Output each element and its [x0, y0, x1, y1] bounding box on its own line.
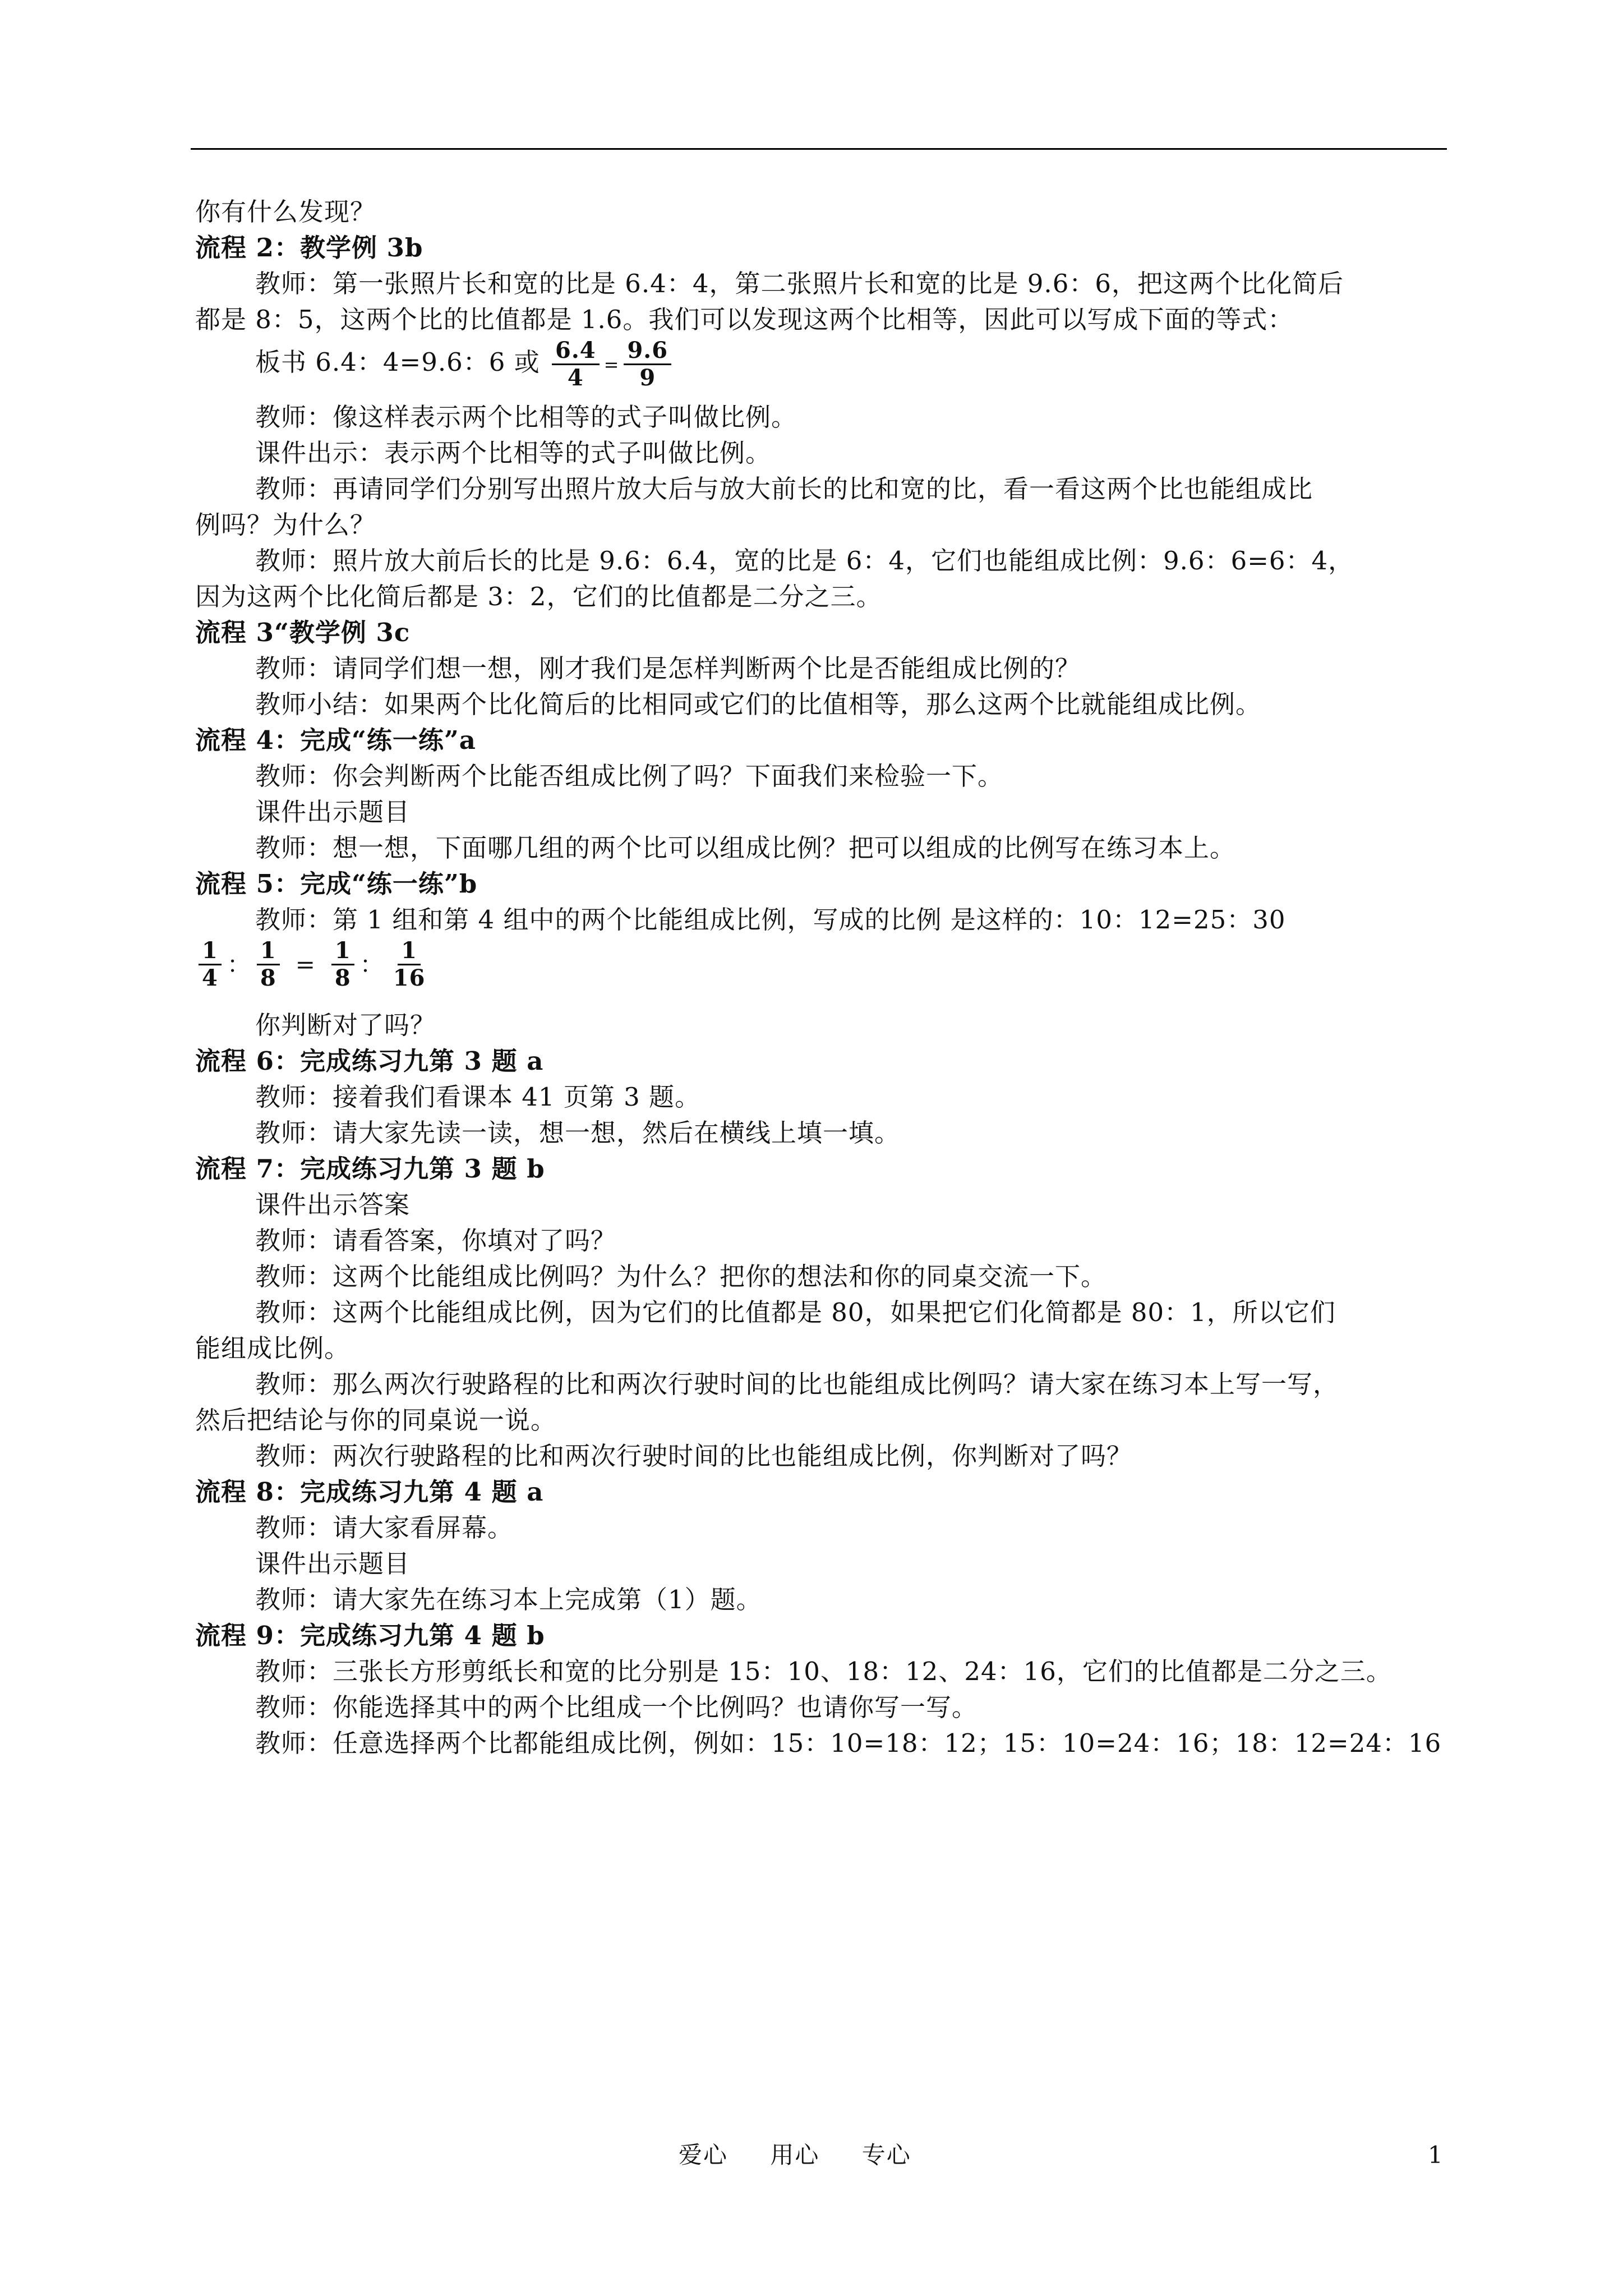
- fraction-1-16: $\frac{1}{16}$: [393, 937, 426, 991]
- section-heading: 流程 5：完成“练一练”b: [195, 869, 478, 899]
- text-line: 教师：这两个比能组成比例吗？为什么？把你的想法和你的同桌交流一下。: [255, 1262, 1107, 1291]
- text-line: 教师：请大家看屏幕。: [255, 1513, 514, 1543]
- fraction-6-4-over-4: $\frac{6.4}{4}$: [552, 338, 600, 391]
- section-heading: 流程 3“教学例 3c: [195, 618, 411, 647]
- text-line: 教师：你能选择其中的两个比组成一个比例吗？也请你写一写。: [255, 1692, 978, 1722]
- text-line: 教师：任意选择两个比都能组成比例，例如：15：10=18：12；15：10=24：16；18：12=24：16: [255, 1728, 1442, 1758]
- text-line: 教师：请大家先读一读，想一想，然后在横线上填一填。: [255, 1118, 901, 1148]
- text-block-2: [195, 399, 1451, 938]
- header-rule: [191, 148, 1447, 150]
- section-heading: 流程 8：完成练习九第 4 题 a: [195, 1477, 544, 1507]
- board-prefix: 板书 6.4：4=9.6：6 或: [255, 347, 540, 377]
- fraction-1-8-b: $\frac{1}{8}$: [331, 938, 354, 991]
- text-line: 教师：像这样表示两个比相等的式子叫做比例。: [255, 402, 797, 432]
- board-formula: [195, 338, 1451, 399]
- text-line: 教师：这两个比能组成比例，因为它们的比值都是 80，如果把它们化简都是 80：1，所以它们: [255, 1297, 1336, 1327]
- text-line: 教师：那么两次行驶路程的比和两次行驶时间的比也能组成比例吗？请大家在练习本上写一写，: [255, 1369, 1339, 1399]
- page-number: 1: [1428, 2141, 1443, 2169]
- text-line: 教师：你会判断两个比能否组成比例了吗？下面我们来检验一下。: [255, 761, 1004, 791]
- fraction-1-8: $\frac{1}{8}$: [257, 938, 280, 991]
- footer-motto: 爱心 用心 专心: [679, 2141, 911, 2169]
- text-line: 都是 8：5，这两个比的比值都是 1.6。我们可以发现这两个比相等，因此可以写成下面的等式：: [195, 305, 1294, 334]
- text-line: 教师：第一张照片长和宽的比是 6.4：4，第二张照片长和宽的比是 9.6：6，把这两个比化简后: [255, 269, 1344, 298]
- colon-sign: ：: [359, 950, 384, 978]
- text-line: 教师：请看答案，你填对了吗？: [255, 1226, 617, 1255]
- text-line: 教师：照片放大前后长的比是 9.6：6.4，宽的比是 6：4，它们也能组成比例：9.6：6=6：4，: [255, 546, 1354, 576]
- text-line: 教师：请大家先在练习本上完成第（1）题。: [255, 1585, 762, 1614]
- section-heading: 流程 9：完成练习九第 4 题 b: [195, 1621, 545, 1650]
- section-heading: 流程 6：完成练习九第 3 题 a: [195, 1046, 544, 1076]
- text-line: 课件出示题目: [255, 1549, 411, 1579]
- text-line: 然后把结论与你的同桌说一说。: [195, 1405, 557, 1435]
- text-line: 教师：接着我们看课本 41 页第 3 题。: [255, 1082, 701, 1112]
- text-block-3: [195, 1007, 1451, 1761]
- text-line: 你有什么发现？: [195, 197, 376, 227]
- text-line: 教师：第 1 组和第 4 组中的两个比能组成比例，写成的比例 是这样的：10：12=25：30: [255, 905, 1286, 935]
- document-body: [195, 194, 1451, 1761]
- text-line: 课件出示题目: [255, 797, 411, 827]
- text-line: 课件出示：表示两个比相等的式子叫做比例。: [255, 438, 772, 468]
- section-heading: 流程 7：完成练习九第 3 题 b: [195, 1154, 545, 1184]
- text-line: 你判断对了吗？: [255, 1010, 436, 1040]
- text-line: 教师：三张长方形剪纸长和宽的比分别是 15：10、18：12、24：16，它们的比值都是二分之三。: [255, 1657, 1392, 1686]
- text-line: 教师小结：如果两个比化简后的比相同或它们的比值相等，那么这两个比就能组成比例。: [255, 689, 1262, 719]
- section-heading: 流程 4：完成“练一练”a: [195, 725, 476, 755]
- fraction-9-6-over-9: $\frac{9.6}{9}$: [624, 338, 671, 391]
- equals-sign: =: [295, 950, 316, 978]
- equals-sign: =: [603, 353, 620, 375]
- colon-sign: ：: [227, 950, 251, 978]
- text-line: 课件出示答案: [255, 1190, 411, 1220]
- text-line: 因为这两个比化简后都是 3：2，它们的比值都是二分之三。: [195, 582, 882, 611]
- fraction-1-4: $\frac{1}{4}$: [199, 938, 222, 991]
- text-line: 能组成比例。: [195, 1333, 351, 1363]
- fraction-proportion: [195, 938, 1451, 1007]
- text-line: 教师：两次行驶路程的比和两次行驶时间的比也能组成比例，你判断对了吗？: [255, 1441, 1133, 1471]
- text-line: 教师：再请同学们分别写出照片放大后与放大前长的比和宽的比，看一看这两个比也能组成比: [255, 474, 1313, 504]
- text-line: 教师：想一想，下面哪几组的两个比可以组成比例？把可以组成的比例写在练习本上。: [255, 833, 1236, 863]
- text-line: 例吗？为什么？: [195, 510, 376, 540]
- text-line: 教师：请同学们想一想，刚才我们是怎样判断两个比是否能组成比例的？: [255, 654, 1081, 683]
- page-footer: [0, 2138, 1623, 2172]
- text-block-1: [195, 194, 1451, 338]
- section-heading: 流程 2：教学例 3b: [195, 233, 423, 263]
